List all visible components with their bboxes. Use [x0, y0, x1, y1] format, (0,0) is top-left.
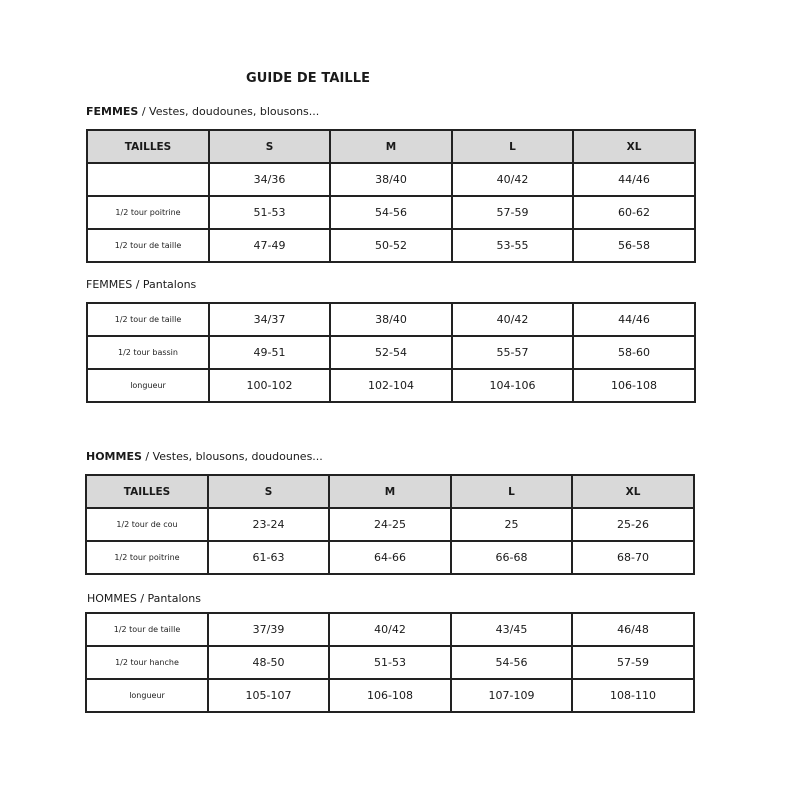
- header-cell-m: M: [329, 475, 451, 508]
- header-cell-m: M: [330, 130, 452, 163]
- value-cell: 48-50: [208, 646, 329, 679]
- table-row: [87, 369, 695, 402]
- value-cell: 58-60: [573, 336, 695, 369]
- table-row: [87, 196, 695, 229]
- value-cell: 64-66: [329, 541, 451, 574]
- row-label: 1/2 tour poitrine: [86, 541, 208, 574]
- header-cell-l: L: [452, 130, 573, 163]
- table-header-row: [86, 475, 694, 508]
- value-cell: 100-102: [209, 369, 330, 402]
- value-cell: 68-70: [572, 541, 694, 574]
- section-label-rest: / Vestes, doudounes, blousons...: [138, 105, 320, 118]
- row-label: 1/2 tour de cou: [86, 508, 208, 541]
- table-row: [86, 613, 694, 646]
- value-cell: 23-24: [208, 508, 329, 541]
- row-label: 1/2 tour poitrine: [87, 196, 209, 229]
- value-cell: 107-109: [451, 679, 572, 712]
- row-label: longueur: [87, 369, 209, 402]
- page-title: GUIDE DE TAILLE: [246, 71, 371, 86]
- value-cell: 51-53: [329, 646, 451, 679]
- value-cell: 108-110: [572, 679, 694, 712]
- table-row: [87, 303, 695, 336]
- value-cell: 105-107: [208, 679, 329, 712]
- section-label-hommes-vestes: [86, 450, 323, 463]
- value-cell: 37/39: [208, 613, 329, 646]
- value-cell: 52-54: [330, 336, 452, 369]
- value-cell: 24-25: [329, 508, 451, 541]
- value-cell: 51-53: [209, 196, 330, 229]
- value-cell: 57-59: [572, 646, 694, 679]
- row-label: 1/2 tour de taille: [87, 303, 209, 336]
- size-table-femmes-pantalons: [86, 302, 696, 403]
- header-cell-l: L: [451, 475, 572, 508]
- row-label: 1/2 tour de taille: [87, 229, 209, 262]
- value-cell: 43/45: [451, 613, 572, 646]
- value-cell: 106-108: [573, 369, 695, 402]
- value-cell: 66-68: [451, 541, 572, 574]
- table-row: [86, 646, 694, 679]
- table-row: [86, 541, 694, 574]
- header-cell-tailles: TAILLES: [87, 130, 209, 163]
- value-cell: 57-59: [452, 196, 573, 229]
- row-label: 1/2 tour de taille: [86, 613, 208, 646]
- value-cell: 38/40: [330, 303, 452, 336]
- row-label: 1/2 tour bassin: [87, 336, 209, 369]
- value-cell: 38/40: [330, 163, 452, 196]
- value-cell: 61-63: [208, 541, 329, 574]
- section-label-bold: HOMMES: [86, 450, 142, 463]
- value-cell: 106-108: [329, 679, 451, 712]
- value-cell: 54-56: [451, 646, 572, 679]
- table-row: [87, 163, 695, 196]
- table-header-row: [87, 130, 695, 163]
- value-cell: 49-51: [209, 336, 330, 369]
- value-cell: 102-104: [330, 369, 452, 402]
- header-cell-tailles: TAILLES: [86, 475, 208, 508]
- section-label-rest: / Vestes, blousons, doudounes...: [141, 450, 323, 463]
- value-cell: 40/42: [452, 163, 573, 196]
- size-table-hommes-vestes: [85, 474, 695, 575]
- row-label: [87, 163, 209, 196]
- value-cell: 47-49: [209, 229, 330, 262]
- table-row: [86, 508, 694, 541]
- value-cell: 25: [451, 508, 572, 541]
- value-cell: 25-26: [572, 508, 694, 541]
- value-cell: 104-106: [452, 369, 573, 402]
- value-cell: 40/42: [329, 613, 451, 646]
- row-label: longueur: [86, 679, 208, 712]
- table-row: [87, 336, 695, 369]
- header-cell-xl: XL: [573, 130, 695, 163]
- value-cell: 44/46: [573, 163, 695, 196]
- header-cell-xl: XL: [572, 475, 694, 508]
- section-label-femmes-pantalons: [86, 278, 196, 291]
- value-cell: 55-57: [452, 336, 573, 369]
- table-row: [87, 229, 695, 262]
- size-table-femmes-vestes: [86, 129, 696, 263]
- size-table-hommes-pantalons: [85, 612, 695, 713]
- header-cell-s: S: [209, 130, 330, 163]
- value-cell: 60-62: [573, 196, 695, 229]
- section-label-bold: FEMMES: [86, 105, 139, 118]
- value-cell: 54-56: [330, 196, 452, 229]
- table-row: [86, 679, 694, 712]
- value-cell: 56-58: [573, 229, 695, 262]
- value-cell: 44/46: [573, 303, 695, 336]
- row-label: 1/2 tour hanche: [86, 646, 208, 679]
- section-label-rest: HOMMES / Pantalons: [87, 592, 201, 605]
- value-cell: 50-52: [330, 229, 452, 262]
- section-label-rest: FEMMES / Pantalons: [86, 278, 197, 291]
- header-cell-s: S: [208, 475, 329, 508]
- value-cell: 40/42: [452, 303, 573, 336]
- value-cell: 53-55: [452, 229, 573, 262]
- section-label-hommes-pantalons: [87, 592, 201, 605]
- value-cell: 34/36: [209, 163, 330, 196]
- value-cell: 34/37: [209, 303, 330, 336]
- value-cell: 46/48: [572, 613, 694, 646]
- section-label-femmes-vestes: [86, 105, 319, 118]
